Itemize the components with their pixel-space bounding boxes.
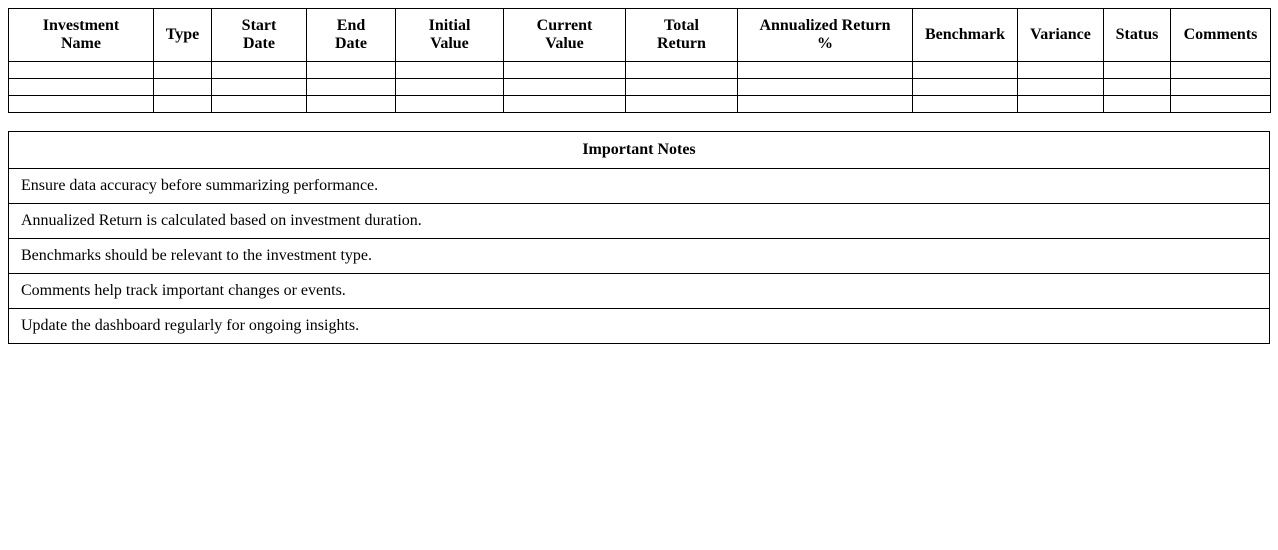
investment-table [8,8,1271,113]
table-cell[interactable] [504,62,626,79]
table-cell[interactable] [738,62,913,79]
table-cell[interactable] [1171,96,1271,113]
notes-row [9,239,1270,274]
note-item: Ensure data accuracy before summarizing performance. [9,169,1270,204]
column-header-line: Return [657,35,706,52]
table-cell[interactable] [212,62,307,79]
column-header-variance [1018,9,1104,62]
column-header-line: Date [335,35,367,52]
column-header-start-date [212,9,307,62]
table-cell[interactable] [307,96,396,113]
table-cell[interactable] [396,96,504,113]
column-header-comments [1171,9,1271,62]
table-cell[interactable] [212,96,307,113]
table-cell[interactable] [9,96,154,113]
column-header-investment-name [9,9,154,62]
column-header-line: Type [165,26,200,43]
note-item: Update the dashboard regularly for ongoing insights. [9,309,1270,344]
column-header-line: Start [241,17,277,34]
table-cell[interactable] [913,62,1018,79]
table-cell[interactable] [1018,79,1104,96]
table-cell[interactable] [212,79,307,96]
table-cell[interactable] [1018,96,1104,113]
column-header-line: Status [1115,26,1159,43]
table-cell[interactable] [1104,62,1171,79]
notes-row [9,309,1270,344]
column-header-line: Total [664,17,699,34]
table-cell[interactable] [738,79,913,96]
table-cell[interactable] [913,96,1018,113]
column-header-line: Annualized Return [759,17,891,34]
column-header-total-return [626,9,738,62]
column-header-current-value [504,9,626,62]
notes-row [9,169,1270,204]
table-cell[interactable] [1171,79,1271,96]
column-header-line: Comments [1183,26,1258,43]
column-header-line: Initial [428,17,471,34]
table-cell[interactable] [504,79,626,96]
table-cell[interactable] [1018,62,1104,79]
table-cell[interactable] [307,62,396,79]
table-cell[interactable] [154,96,212,113]
table-cell[interactable] [1104,79,1171,96]
column-header-line: End [336,17,366,34]
column-header-line: % [817,35,833,52]
table-cell[interactable] [626,79,738,96]
table-row [9,79,1271,96]
column-header-line: Value [430,35,469,52]
column-header-status [1104,9,1171,62]
column-header-benchmark [913,9,1018,62]
notes-header-row [9,132,1270,169]
table-cell[interactable] [396,62,504,79]
column-header-end-date [307,9,396,62]
table-cell[interactable] [154,62,212,79]
note-item: Comments help track important changes or events. [9,274,1270,309]
column-header-line: Investment [42,17,120,34]
table-cell[interactable] [913,79,1018,96]
column-header-annualized-return [738,9,913,62]
notes-title: Important Notes [9,132,1270,169]
note-item: Annualized Return is calculated based on investment duration. [9,204,1270,239]
table-cell[interactable] [154,79,212,96]
table-cell[interactable] [1104,96,1171,113]
table-cell[interactable] [626,96,738,113]
important-notes-table [8,131,1270,344]
table-cell[interactable] [738,96,913,113]
investment-table-header-row [9,9,1271,62]
table-cell[interactable] [307,79,396,96]
column-header-line: Value [545,35,584,52]
table-row [9,96,1271,113]
column-header-type [154,9,212,62]
table-cell[interactable] [9,79,154,96]
column-header-line: Benchmark [925,26,1005,43]
table-cell[interactable] [1171,62,1271,79]
table-cell[interactable] [504,96,626,113]
table-cell[interactable] [9,62,154,79]
column-header-initial-value [396,9,504,62]
column-header-line: Current [536,17,593,34]
column-header-line: Name [61,35,101,52]
notes-row [9,204,1270,239]
table-cell[interactable] [626,62,738,79]
notes-row [9,274,1270,309]
table-cell[interactable] [396,79,504,96]
column-header-line: Variance [1030,26,1091,43]
table-row [9,62,1271,79]
column-header-line: Date [243,35,275,52]
note-item: Benchmarks should be relevant to the investment type. [9,239,1270,274]
